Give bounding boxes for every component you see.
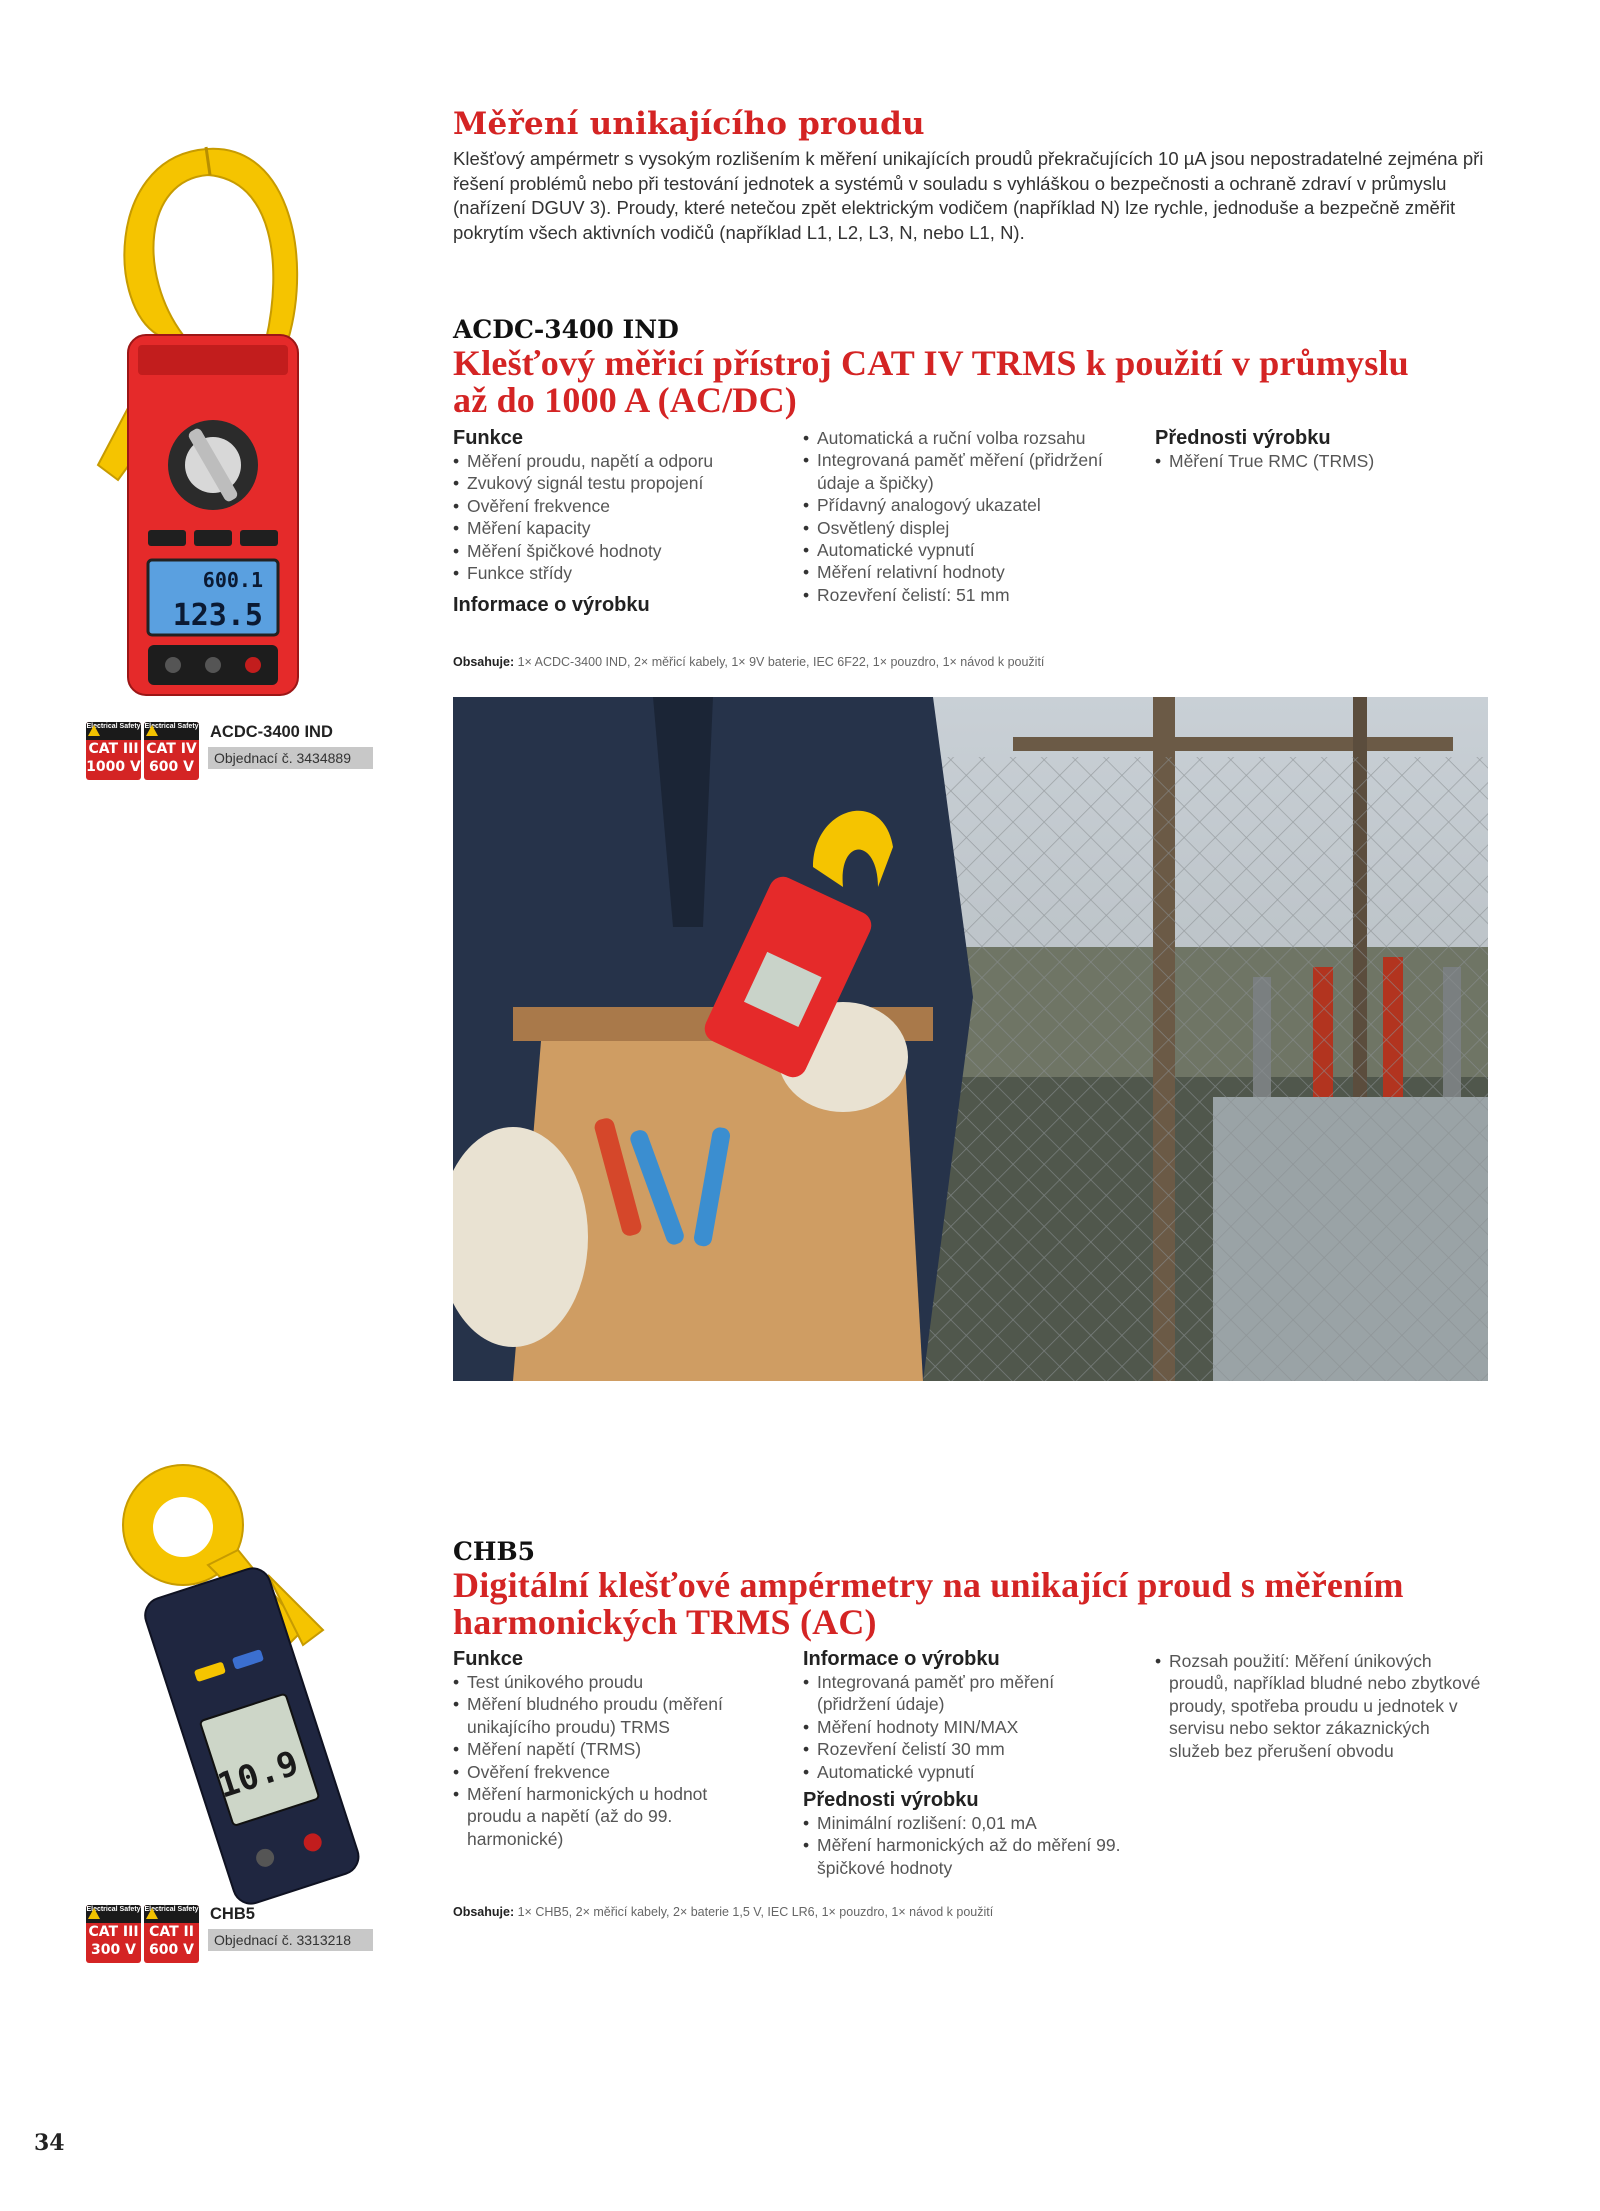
intro-title: Měření unikajícího proudu: [453, 106, 925, 142]
product1-funkce-heading: Funkce: [453, 427, 524, 449]
list-item: • Rozevření čelistí 30 mm: [803, 1738, 1123, 1760]
product2-model: CHB5: [453, 1537, 536, 1566]
list-item: • Test únikového proudu: [453, 1671, 763, 1693]
product1-info-list: [803, 427, 1133, 606]
list-item: • Měření napětí (TRMS): [453, 1738, 763, 1760]
safety-badge: [144, 1905, 199, 1963]
list-item: • Měření kapacity: [453, 517, 783, 539]
product2-informace-list: [803, 1671, 1123, 1783]
list-item: • Měření harmonických u hodnot proudu a napětí (až do 99. harmonické): [453, 1783, 763, 1850]
product1-headline: [453, 345, 1409, 419]
product2-contents: [453, 1905, 993, 1919]
badge-cat: CAT III: [88, 1924, 139, 1940]
product1-headline-line2: až do 1000 A (AC/DC): [453, 380, 797, 420]
list-item: • Měření hodnoty MIN/MAX: [803, 1716, 1123, 1738]
product1-label: ACDC-3400 IND: [210, 723, 333, 741]
display-primary: 123.5: [172, 598, 263, 633]
badge-cat: CAT II: [149, 1924, 194, 1940]
badge-volt: 300 V: [91, 1942, 136, 1958]
product2-safety-badges: [86, 1905, 199, 1963]
product2-informace-heading: Informace o výrobku: [803, 1648, 1000, 1670]
badge-volt: 600 V: [149, 1942, 194, 1958]
contents-label: Obsahuje:: [453, 1905, 515, 1919]
list-item: • Ověření frekvence: [453, 1761, 763, 1783]
safety-badge: [86, 722, 141, 780]
intro-text: Klešťový ampérmetr s vysokým rozlišením k měření unikajících proudů překračujících 10 µA jsou nepostradatelné zejména při řešení problémů nebo při testování jednotek a systémů v souladu s vyhláškou o bezpečnosti a ochraně zdraví v průmyslu (nařízení DGUV 3). Proudy, které netečou zpět elektrickým vodičem (například N) lze rychle, jednoduše a bezpečně změřit pokrytím všech aktivních vodičů (například L1, L2, L3, N, nebo L1, N).: [453, 148, 1484, 243]
list-item: • Zvukový signál testu propojení: [453, 472, 783, 494]
list-item: • Funkce střídy: [453, 562, 783, 584]
acdc-3400-product-image: [88, 135, 328, 710]
contents-text: 1× CHB5, 2× měřicí kabely, 2× baterie 1,5 V, IEC LR6, 1× pouzdro, 1× návod k použití: [514, 1905, 994, 1919]
list-item: • Automatická a ruční volba rozsahu: [803, 427, 1133, 449]
list-item: • Osvětlený displej: [803, 517, 1133, 539]
chb5-product-image: [88, 1455, 388, 1910]
product1-col2: [803, 427, 1133, 606]
list-item: • Integrovaná paměť měření (přidržení údaje a špičky): [803, 449, 1133, 494]
list-item: • Měření bludného proudu (měření unikajícího proudu) TRMS: [453, 1693, 763, 1738]
product1-col3: [1155, 427, 1485, 472]
product2-headline-line1: Digitální klešťové ampérmetry na unikající proud s měřením: [453, 1565, 1404, 1605]
page-number: 34: [34, 2130, 65, 2156]
badge-volt: 600 V: [149, 759, 194, 775]
badge-header: Electrical Safety: [144, 1905, 199, 1923]
display-value: 10.9: [213, 1743, 304, 1807]
contents-label: Obsahuje:: [453, 655, 515, 669]
product2-col3: [1155, 1650, 1485, 1762]
product2-col2: [803, 1648, 1123, 1879]
badge-volt: 1000 V: [86, 759, 141, 775]
safety-badge: [144, 722, 199, 780]
list-item: • Ověření frekvence: [453, 495, 783, 517]
product1-col1: [453, 427, 783, 617]
product1-prednosti-heading: Přednosti výrobku: [1155, 427, 1331, 449]
list-item: • Rozsah použití: Měření únikových proudů, například bludné nebo zbytkové proudy, spotřeba proudu u jednotek v servisu nebo sektor zákaznických služeb bez přerušení obvodu: [1155, 1650, 1485, 1762]
safety-badge: [86, 1905, 141, 1963]
product1-safety-badges: [86, 722, 199, 780]
product1-contents: [453, 655, 1044, 669]
product2-headline-line2: harmonických TRMS (AC): [453, 1602, 877, 1642]
product2-prednosti-heading: Přednosti výrobku: [803, 1789, 979, 1812]
product2-funkce-heading: Funkce: [453, 1648, 524, 1670]
product1-model: ACDC-3400 IND: [453, 315, 679, 344]
product1-funkce-list: [453, 450, 783, 584]
contents-text: 1× ACDC-3400 IND, 2× měřicí kabely, 1× 9V baterie, IEC 6F22, 1× pouzdro, 1× návod k použití: [514, 655, 1045, 669]
badge-cat: CAT IV: [146, 741, 197, 757]
list-item: • Rozevření čelistí: 51 mm: [803, 584, 1133, 606]
product1-prednosti-list: [1155, 450, 1485, 472]
list-item: • Měření harmonických až do měření 99. špičkové hodnoty: [803, 1834, 1123, 1879]
product2-order-number: Objednací č. 3313218: [208, 1929, 373, 1951]
field-photo: [453, 697, 1488, 1381]
badge-header: Electrical Safety: [86, 722, 141, 740]
product2-label: CHB5: [210, 1905, 255, 1923]
badge-header: Electrical Safety: [86, 1905, 141, 1923]
badge-cat: CAT III: [88, 741, 139, 757]
product2-funkce-list: [453, 1671, 763, 1850]
product1-informace-heading: Informace o výrobku: [453, 594, 650, 617]
product2-col1: [453, 1648, 763, 1850]
display-secondary: 600.1: [202, 568, 263, 592]
product2-usage-list: [1155, 1650, 1485, 1762]
list-item: • Automatické vypnutí: [803, 1761, 1123, 1783]
badge-header: Electrical Safety: [144, 722, 199, 740]
list-item: • Integrovaná paměť pro měření (přidržení údaje): [803, 1671, 1123, 1716]
list-item: • Měření proudu, napětí a odporu: [453, 450, 783, 472]
list-item: • Měření True RMC (TRMS): [1155, 450, 1485, 472]
list-item: • Přídavný analogový ukazatel: [803, 494, 1133, 516]
list-item: • Měření relativní hodnoty: [803, 561, 1133, 583]
product2-prednosti-list: [803, 1812, 1123, 1879]
product1-headline-line1: Klešťový měřicí přístroj CAT IV TRMS k použití v průmyslu: [453, 343, 1409, 383]
list-item: • Minimální rozlišení: 0,01 mA: [803, 1812, 1123, 1834]
product2-headline: [453, 1567, 1404, 1641]
list-item: • Automatické vypnutí: [803, 539, 1133, 561]
list-item: • Měření špičkové hodnoty: [453, 540, 783, 562]
product1-order-number: Objednací č. 3434889: [208, 747, 373, 769]
